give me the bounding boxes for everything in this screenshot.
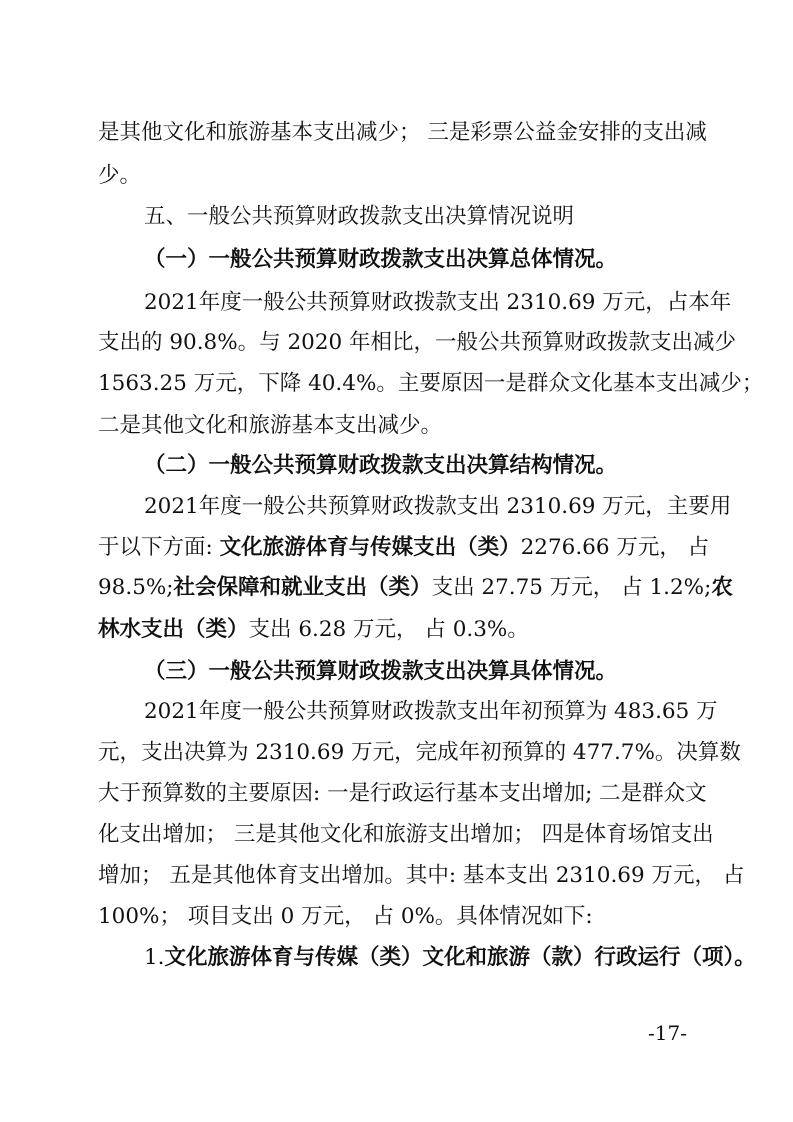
category-agriculture-forestry-water: 林水支出（类）: [98, 617, 249, 642]
subsection-heading-3: （三）一般公共预算财政拨款支出决算具体情况。: [144, 659, 618, 684]
item-heading-1: [144, 938, 756, 978]
body-line-14: 化支出增加； 三是其他文化和旅游支出增加； 四是体育场馆支出: [98, 822, 714, 847]
body-line-11: 2021年度一般公共预算财政拨款支出年初预算为 483.65 万: [144, 699, 718, 724]
body-line-3: 2021年度一般公共预算财政拨款支出 2310.69 万元，占本年: [144, 290, 732, 315]
item-heading-text: 文化旅游体育与传媒（类）文化和旅游（款）行政运行（项）。: [164, 945, 756, 970]
body-line-10: [98, 610, 698, 650]
subsection-heading-2: （二）一般公共预算财政拨款支出决算结构情况。: [144, 453, 618, 478]
body-line-1: 是其他文化和旅游基本支出减少； 三是彩票公益金安排的支出减: [98, 120, 707, 145]
item-number: 1.: [144, 945, 165, 970]
category-agriculture-start: 农: [711, 575, 733, 600]
body-line-9: [98, 568, 733, 608]
body-line-10-text-b: 支出 6.28 万元， 占 0.3%。: [248, 617, 529, 642]
body-line-9-text-a: 98.5%;: [98, 575, 174, 600]
body-line-9-text-c: 支出 27.75 万元， 占 1.2%;: [431, 575, 712, 600]
body-line-2: 少。: [98, 163, 142, 188]
category-social-security-employment: 社会保障和就业支出（类）: [173, 575, 432, 600]
body-line-4: 支出的 90.8%。与 2020 年相比，一般公共预算财政拨款支出减少: [98, 330, 737, 355]
body-line-13: 大于预算数的主要原因: 一是行政运行基本支出增加; 二是群众文: [98, 781, 707, 806]
body-line-15: 增加； 五是其他体育支出增加。其中: 基本支出 2310.69 万元， 占: [98, 863, 745, 888]
body-line-7: 2021年度一般公共预算财政拨款支出 2310.69 万元，主要用: [144, 494, 732, 519]
body-line-6: 二是其他文化和旅游基本支出减少。: [98, 413, 443, 438]
body-line-8-text-a: 于以下方面:: [98, 535, 220, 560]
category-culture-tourism-sports-media: 文化旅游体育与传媒支出（类）: [219, 535, 521, 560]
body-line-16: 100%； 项目支出 0 万元， 占 0%。具体情况如下:: [98, 904, 593, 929]
page-number: -17-: [648, 1021, 687, 1045]
body-line-8-text-c: 2276.66 万元， 占: [520, 535, 710, 560]
body-line-8: [98, 528, 710, 568]
subsection-heading-1: （一）一般公共预算财政拨款支出决算总体情况。: [144, 247, 618, 272]
body-line-12: 元，支出决算为 2310.69 万元，完成年初预算的 477.7%。决算数: [98, 740, 741, 765]
section-heading-5: 五、一般公共预算财政拨款支出决算情况说明: [144, 204, 575, 229]
body-line-5: 1563.25 万元，下降 40.4%。主要原因一是群众文化基本支出减少；: [98, 371, 764, 396]
